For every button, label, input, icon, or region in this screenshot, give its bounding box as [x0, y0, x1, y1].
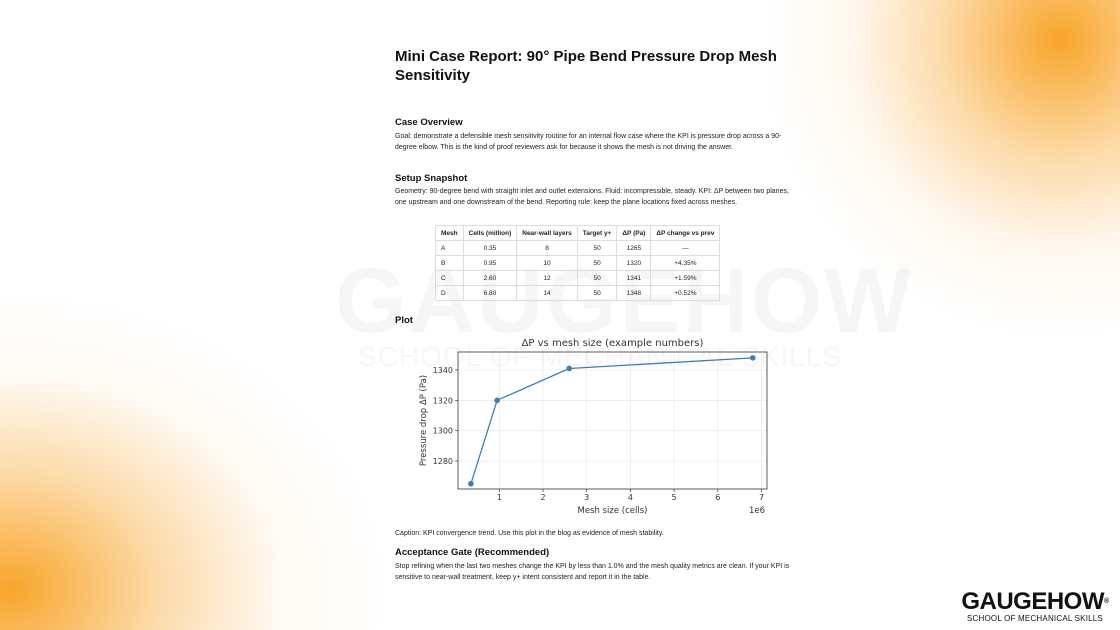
- y-tick-label: 1300: [432, 426, 453, 436]
- series-line: [471, 358, 753, 484]
- column-header: ΔP (Pa): [617, 226, 651, 241]
- logo-reg: ®: [1104, 598, 1109, 605]
- x-tick-label: 6: [715, 493, 721, 502]
- data-point: [750, 355, 756, 361]
- column-header: Near-wall layers: [517, 226, 578, 241]
- table-cell: 10: [517, 256, 578, 271]
- gaugehow-logo: [955, 590, 1115, 623]
- plot-caption: Caption: KPI convergence trend. Use this plot in the blog as evidence of mesh stability.: [395, 530, 664, 537]
- plot-heading: Plot: [395, 315, 413, 326]
- table-cell: +0.52%: [651, 286, 720, 301]
- table-cell: 1320: [617, 256, 651, 271]
- table-cell: —: [651, 241, 720, 256]
- table-cell: 6.80: [463, 286, 517, 301]
- chart-title: ΔP vs mesh size (example numbers): [521, 338, 704, 349]
- y-tick-label: 1280: [432, 457, 453, 467]
- table-cell: 50: [577, 241, 617, 256]
- y-tick-label: 1340: [432, 366, 453, 375]
- logo-name: GAUGEHOW: [961, 588, 1104, 615]
- x-tick-label: 1: [496, 493, 502, 502]
- table-cell: 1348: [617, 286, 651, 301]
- overview-heading: Case Overview: [395, 117, 463, 128]
- data-point: [468, 481, 474, 487]
- table-cell: 14: [517, 286, 578, 301]
- table-cell: +1.59%: [651, 271, 720, 286]
- column-header: Mesh: [436, 226, 464, 241]
- plot-area: [458, 352, 767, 489]
- gate-text: Stop refining when the last two meshes change the KPI by less than 1.0% and the mesh quality metrics are clean. If your KPI is sensitive to near-wall treatment, keep y+ intent consistent and report it in the table.: [395, 563, 790, 581]
- table-cell: 50: [577, 271, 617, 286]
- table-cell: 50: [577, 286, 617, 301]
- table-cell: 0.35: [463, 241, 517, 256]
- data-point: [566, 366, 572, 372]
- overview-text: Goal: demonstrate a defensible mesh sensitivity routine for an internal flow case where the KPI is pressure drop across a 90-degree elbow. This is the kind of proof reviewers ask for because it shows the mesh is not driving the answer.: [395, 133, 782, 151]
- column-header: Cells (million): [463, 226, 517, 241]
- table-cell: 0.95: [463, 256, 517, 271]
- setup-heading: Setup Snapshot: [395, 173, 468, 184]
- column-header: Target y+: [577, 226, 617, 241]
- x-offset-label: 1e6: [748, 506, 766, 516]
- y-axis-label: Pressure drop ΔP (Pa): [419, 374, 429, 467]
- x-tick-label: 4: [627, 493, 633, 502]
- setup-text: Geometry: 90-degree bend with straight inlet and outlet extensions. Fluid: incompressible, steady. KPI: ΔP between two planes, one upstream and one downstream of the bend. Reporting rule: keep the plane locations fixed across meshes.: [395, 188, 789, 206]
- data-point: [494, 398, 500, 404]
- y-tick-label: 1320: [432, 396, 453, 406]
- logo-tagline: SCHOOL OF MECHANICAL SKILLS: [967, 614, 1103, 623]
- table-cell: A: [436, 241, 464, 256]
- table-cell: 8: [517, 241, 578, 256]
- x-tick-label: 3: [584, 493, 590, 502]
- table-cell: C: [436, 271, 464, 286]
- table-cell: +4.35%: [651, 256, 720, 271]
- table-cell: 12: [517, 271, 578, 286]
- table-cell: 1265: [617, 241, 651, 256]
- x-tick-label: 5: [671, 493, 677, 502]
- column-header: ΔP change vs prev: [651, 226, 720, 241]
- table-cell: B: [436, 256, 464, 271]
- table-cell: 2.60: [463, 271, 517, 286]
- table-cell: D: [436, 286, 464, 301]
- gate-heading: Acceptance Gate (Recommended): [395, 547, 550, 558]
- x-tick-label: 7: [758, 493, 765, 502]
- table-cell: 1341: [617, 271, 651, 286]
- x-tick-label: 2: [540, 493, 546, 502]
- x-axis-label: Mesh size (cells): [577, 506, 648, 516]
- table-cell: 50: [577, 256, 617, 271]
- page-title: Mini Case Report: 90° Pipe Bend Pressure Drop Mesh Sensitivity: [395, 48, 777, 84]
